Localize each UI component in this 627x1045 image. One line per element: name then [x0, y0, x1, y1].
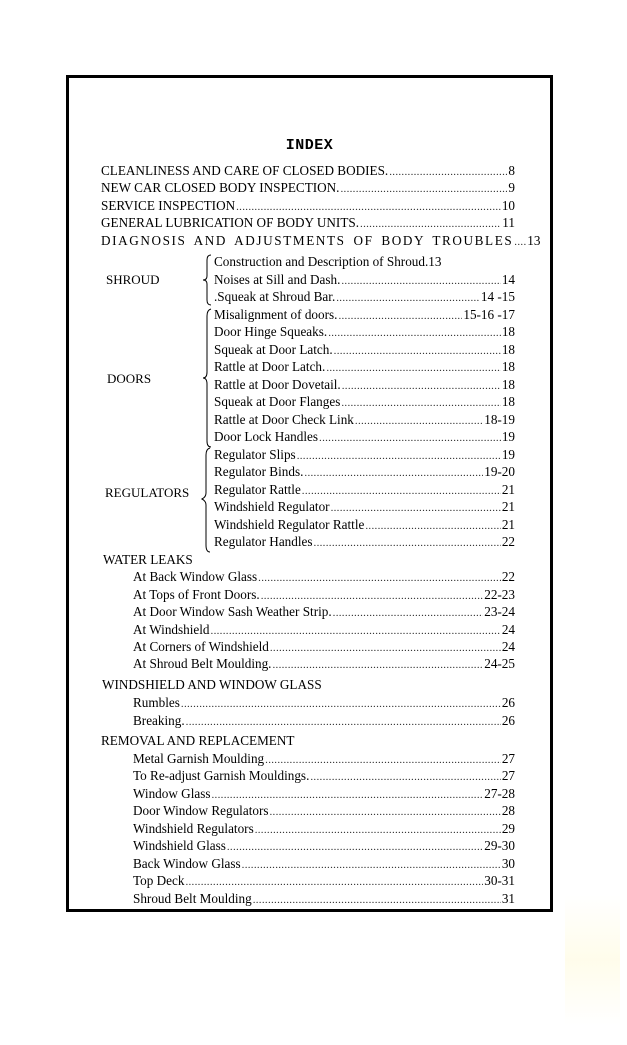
entry-page: 18	[501, 359, 515, 374]
entry-page: 26	[501, 713, 515, 728]
index-entry	[133, 855, 515, 872]
entry-page: 27	[501, 768, 515, 783]
entry-page: 24-25	[484, 656, 515, 671]
entry-label: Metal Garnish Moulding	[133, 751, 265, 766]
entry-label: Rattle at Door Dovetail.	[214, 377, 341, 392]
index-entry	[214, 253, 515, 270]
entry-page: 21	[501, 482, 515, 497]
page-title: INDEX	[285, 137, 334, 154]
index-entry	[133, 638, 515, 655]
index-entry	[133, 890, 515, 907]
index-entry	[214, 411, 515, 428]
entry-page: 14	[501, 272, 515, 287]
brace-icon	[200, 447, 212, 553]
entry-label: CLEANLINESS AND CARE OF CLOSED BODIES.	[101, 163, 389, 178]
entry-label: Shroud Belt Moulding	[133, 891, 252, 906]
entry-label: At Back Window Glass	[133, 569, 258, 584]
leader-dots	[319, 430, 501, 447]
entry-label: Window Glass	[133, 786, 211, 801]
leader-dots	[269, 804, 500, 821]
entry-label: At Corners of Windshield	[133, 639, 269, 654]
entry-label: Breaking.	[133, 713, 185, 728]
entry-page: 29	[501, 821, 515, 836]
brace-icon	[201, 254, 213, 306]
leader-dots	[181, 696, 501, 713]
leader-dots	[186, 714, 501, 731]
entry-page: 26	[501, 695, 515, 710]
index-entry	[214, 393, 515, 410]
index-entry	[133, 785, 515, 802]
index-entry	[133, 603, 515, 620]
entry-page: 27-28	[484, 786, 515, 801]
entry-label: Construction and Description of Shroud.13	[214, 254, 442, 269]
entry-label: NEW CAR CLOSED BODY INSPECTION.	[101, 180, 340, 195]
index-entry	[133, 621, 515, 638]
leader-dots	[341, 395, 500, 412]
entry-page: 22	[501, 569, 515, 584]
entry-label: Squeak at Door Latch.	[214, 342, 333, 357]
leader-dots	[227, 839, 483, 856]
entry-page: 18	[501, 324, 515, 339]
section-heading-water-leaks: WATER LEAKS	[103, 552, 193, 567]
entry-label: At Tops of Front Doors.	[133, 587, 260, 602]
entry-page: 22	[501, 534, 515, 549]
index-entry	[133, 712, 515, 729]
entry-label: GENERAL LUBRICATION OF BODY UNITS.	[101, 215, 360, 230]
index-entry	[133, 655, 515, 672]
index-entry	[133, 837, 515, 854]
leader-dots	[185, 874, 483, 891]
brace-icon	[201, 308, 213, 448]
leader-dots	[333, 605, 484, 622]
entry-label: Windshield Regulator Rattle	[214, 517, 365, 532]
entry-label: At Windshield	[133, 622, 210, 637]
entry-label: Windshield Regulator	[214, 499, 330, 514]
group-label-doors: DOORS	[107, 371, 152, 386]
index-entry	[214, 358, 515, 375]
entry-label: DIAGNOSIS AND ADJUSTMENTS OF BODY TROUBLES	[101, 233, 514, 248]
entry-page: 13	[527, 233, 541, 248]
index-entry	[214, 323, 515, 340]
index-entry	[101, 197, 515, 214]
index-entry	[133, 568, 515, 585]
entry-label: Regulator Rattle	[214, 482, 301, 497]
index-entry	[214, 288, 515, 305]
entry-page: 18	[501, 394, 515, 409]
index-page-frame	[66, 75, 553, 912]
index-entry	[133, 750, 515, 767]
group-label-shroud: SHROUD	[106, 272, 160, 287]
entry-page: 23-24	[484, 604, 515, 619]
entry-page: 10	[501, 198, 515, 213]
entry-label: Rattle at Door Check Link	[214, 412, 354, 427]
index-entry	[133, 586, 515, 603]
section-heading-windshield-glass: WINDSHIELD AND WINDOW GLASS	[102, 677, 322, 692]
entry-page: 14 -15	[480, 289, 515, 304]
entry-label: Regulator Binds.	[214, 464, 304, 479]
entry-label: Door Hinge Squeaks.	[214, 324, 328, 339]
entry-page: 24	[501, 622, 515, 637]
entry-label: Rumbles	[133, 695, 180, 710]
leader-dots	[253, 892, 501, 909]
leader-dots	[360, 216, 501, 233]
entry-label: Squeak at Door Flanges	[214, 394, 341, 409]
entry-page: 19-20	[484, 464, 515, 479]
index-entry	[214, 428, 515, 445]
entry-page: 18-19	[484, 412, 515, 427]
index-entry	[214, 446, 515, 463]
entry-label: Regulator Slips	[214, 447, 296, 462]
entry-page: 21	[501, 517, 515, 532]
leader-dots	[514, 234, 526, 251]
leader-dots	[336, 290, 480, 307]
section-heading-removal: REMOVAL AND REPLACEMENT	[101, 733, 295, 748]
index-entry	[214, 516, 515, 533]
entry-label: At Door Window Sash Weather Strip.	[133, 604, 332, 619]
entry-label: To Re-adjust Garnish Mouldings.	[133, 768, 310, 783]
entry-page: 21	[501, 499, 515, 514]
index-entry	[214, 533, 515, 550]
entry-label: .Squeak at Shroud Bar.	[214, 289, 336, 304]
entry-page: 19	[501, 447, 515, 462]
group-label-regulators: REGULATORS	[105, 485, 190, 500]
entry-page: 24	[501, 639, 515, 654]
index-entry	[101, 179, 515, 196]
entry-page: 9	[508, 180, 515, 195]
leader-dots	[258, 570, 501, 587]
index-entry	[214, 306, 515, 323]
index-entry	[214, 481, 515, 498]
entry-page: 8	[508, 163, 515, 178]
entry-page: 18	[501, 377, 515, 392]
index-entry	[133, 872, 515, 889]
entry-label: Door Lock Handles	[214, 429, 319, 444]
leader-dots	[310, 769, 500, 786]
entry-label: SERVICE INSPECTION	[101, 198, 236, 213]
index-entry	[101, 232, 541, 249]
entry-page: 19	[501, 429, 515, 444]
index-entry	[214, 376, 515, 393]
entry-page: 28	[501, 803, 515, 818]
index-entry	[101, 214, 515, 231]
index-entry	[214, 498, 515, 515]
entry-page: 15-16 -17	[463, 307, 515, 322]
leader-dots	[331, 500, 501, 517]
entry-label: Windshield Regulators	[133, 821, 254, 836]
entry-label: Regulator Handles	[214, 534, 313, 549]
entry-label: Misalignment of doors.	[214, 307, 338, 322]
index-entry	[101, 162, 515, 179]
leader-dots	[304, 465, 483, 482]
entry-page: 31	[501, 891, 515, 906]
leader-dots	[314, 535, 501, 552]
index-entry	[133, 694, 515, 711]
entry-label: Back Window Glass	[133, 856, 241, 871]
entry-label: Noises at Sill and Dash.	[214, 272, 341, 287]
index-entry	[133, 767, 515, 784]
leader-dots	[340, 181, 507, 198]
entry-label: At Shroud Belt Moulding.	[133, 656, 272, 671]
index-entry	[133, 802, 515, 819]
leader-dots	[326, 360, 500, 377]
index-entry	[214, 463, 515, 480]
entry-page: 30	[501, 856, 515, 871]
entry-page: 29-30	[484, 838, 515, 853]
entry-page: 22-23	[484, 587, 515, 602]
entry-page: 30-31	[484, 873, 515, 888]
entry-page: 18	[501, 342, 515, 357]
entry-label: Top Deck	[133, 873, 185, 888]
index-entry	[214, 341, 515, 358]
index-entry	[133, 820, 515, 837]
scan-artifact	[565, 895, 620, 1025]
leader-dots	[272, 657, 483, 674]
entry-page: 11	[502, 215, 515, 230]
entry-label: Door Window Regulators	[133, 803, 269, 818]
entry-page: 27	[501, 751, 515, 766]
entry-label: Rattle at Door Latch.	[214, 359, 326, 374]
leader-dots	[328, 325, 501, 342]
entry-label: Windshield Glass	[133, 838, 226, 853]
index-entry	[214, 271, 515, 288]
